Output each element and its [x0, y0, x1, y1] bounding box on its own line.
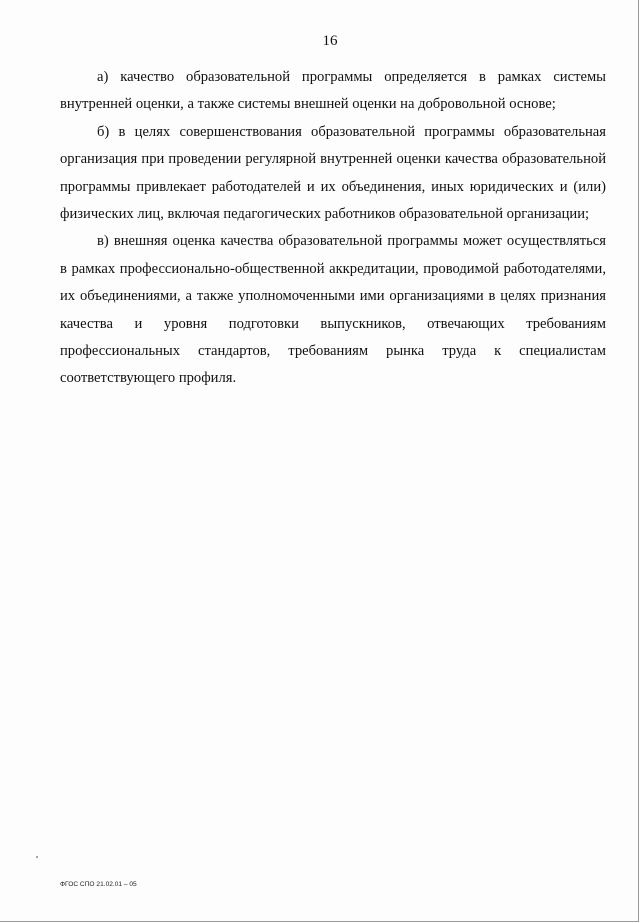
- page-number: 16: [322, 33, 338, 49]
- scan-speck: [36, 856, 38, 858]
- paragraph-b: б) в целях совершенствования образовательной программы образовательная организация при проведении регулярной внутренней оценки качества образовательной программы привлекает работодателей и их объединения, иных юридических и (или) физических лиц, включая педагогических работников образовательной организации;: [60, 123, 606, 223]
- footer-document-code: ФГОС СПО 21.02.01 – 05: [60, 881, 137, 888]
- paragraph-c: в) внешняя оценка качества образовательной программы может осуществляться в рамках профессионально-общественной аккредитации, проводимой работодателями, их объединениями, а также уполномоченными ими организациями в целях признания качества и уровня подготовки выпускников, отвечающих требованиям профессиональных стандартов, требованиям рынка труда к специалистам соответствующего профиля.: [60, 233, 606, 387]
- paragraph-a: а) качество образовательной программы определяется в рамках системы внутренней оценки, а также системы внешней оценки на добровольной основе;: [60, 69, 606, 113]
- document-body: [60, 64, 606, 393]
